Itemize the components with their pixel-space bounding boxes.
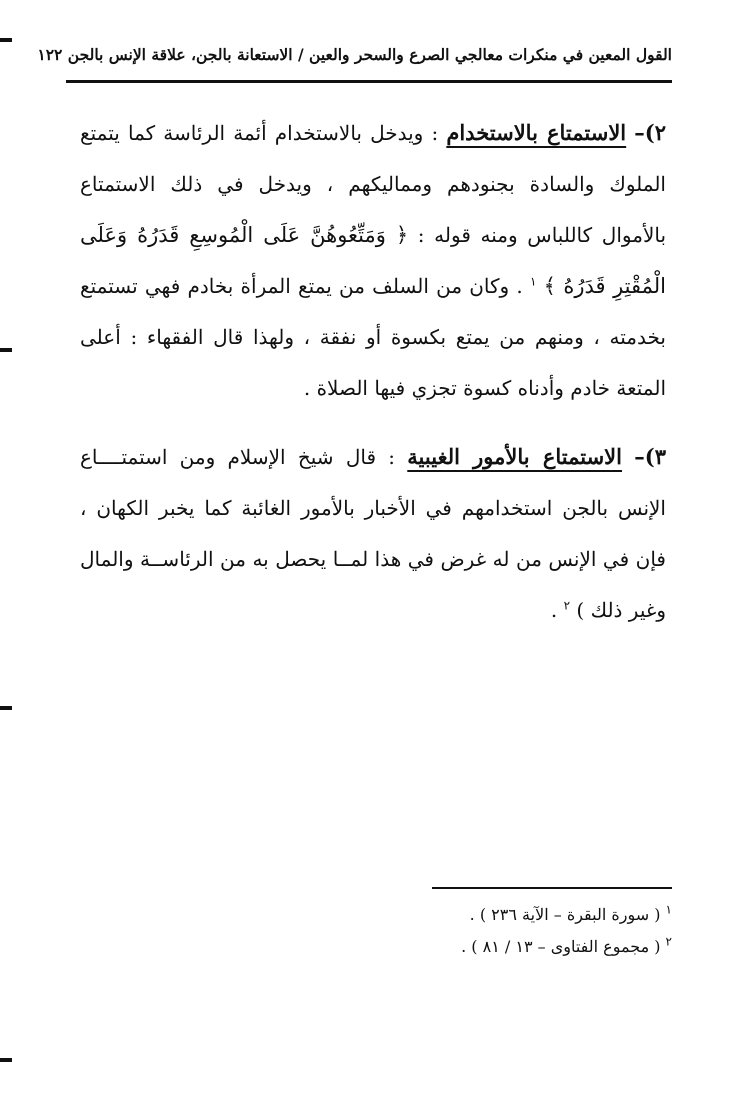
paragraph-heading: الاستمتاع بالاستخدام bbox=[446, 120, 627, 145]
paragraph-text-cont: . وكان من السلف من يمتع المرأة بخادم فهي تستمتع بخدمته ، ومنهم من يمتع بكسوة أو نفقة ، ولهذا قال الفقهاء : أعلى المتعة خادم وأدناه كسوة تجزي فيها الصلاة . bbox=[80, 274, 666, 400]
header-rule bbox=[66, 80, 672, 83]
paragraph-text-cont: . bbox=[550, 598, 564, 622]
quran-verse: ﴿ وَمَتِّعُوهُنَّ عَلَى الْمُوسِعِ قَدَرُهُ وَعَلَى الْمُقْتِرِ قَدَرُهُ ﴾ bbox=[80, 223, 667, 298]
footnotes bbox=[300, 899, 672, 963]
paragraph-heading: الاستمتاع بالأمور الغيبية bbox=[407, 444, 622, 469]
footnote-number: ٢ bbox=[665, 934, 672, 949]
scan-edge-mark bbox=[0, 706, 12, 710]
scan-edge-mark bbox=[0, 38, 12, 42]
footnote-ref: ٢ bbox=[563, 598, 571, 613]
footnote-text: ( سورة البقرة – الآية ٢٣٦ ) . bbox=[469, 905, 666, 924]
paragraph-istimta-bil-istikhdam bbox=[80, 107, 666, 414]
footnote-item bbox=[300, 931, 672, 963]
paragraph-istimta-bil-umur-al-ghaybiyya bbox=[80, 431, 666, 636]
footnote-ref: ١ bbox=[529, 274, 537, 289]
running-header: القول المعين في منكرات معالجي الصرع والسحر والعين / الاستعانة بالجن، علاقة الإنس بالجن ١٢٢ bbox=[37, 45, 672, 64]
scan-edge-mark bbox=[0, 348, 12, 352]
scan-edge-mark bbox=[0, 1058, 12, 1062]
paragraph-text: : ويدخل بالاستخدام أئمة الرئاسة كما يتمتع الملوك والسادة بجنودهم ومماليكهم ، ويدخل في ذلك الاستمتاع بالأموال كاللباس ومنه قوله : bbox=[80, 121, 667, 247]
paragraph-number: ٣)– bbox=[634, 444, 666, 469]
footnote-item bbox=[300, 899, 672, 931]
footnote-text: ( مجموع الفتاوى – ١٣ / ٨١ ) . bbox=[461, 937, 666, 956]
paragraph-number: ٢)– bbox=[634, 120, 667, 145]
paragraph-text: : قال شيخ الإسلام ومن استمتــــاع الإنس بالجن استخدامهم في الأخبار بالأمور الغائبة كما يخبر الكهان ، فإن في الإنس من له غرض في هذا لمــا يحصل به من الرئاســة والمال وغير ذلك ) bbox=[80, 445, 666, 622]
footnote-rule bbox=[432, 887, 672, 889]
footnote-number: ١ bbox=[665, 902, 672, 917]
